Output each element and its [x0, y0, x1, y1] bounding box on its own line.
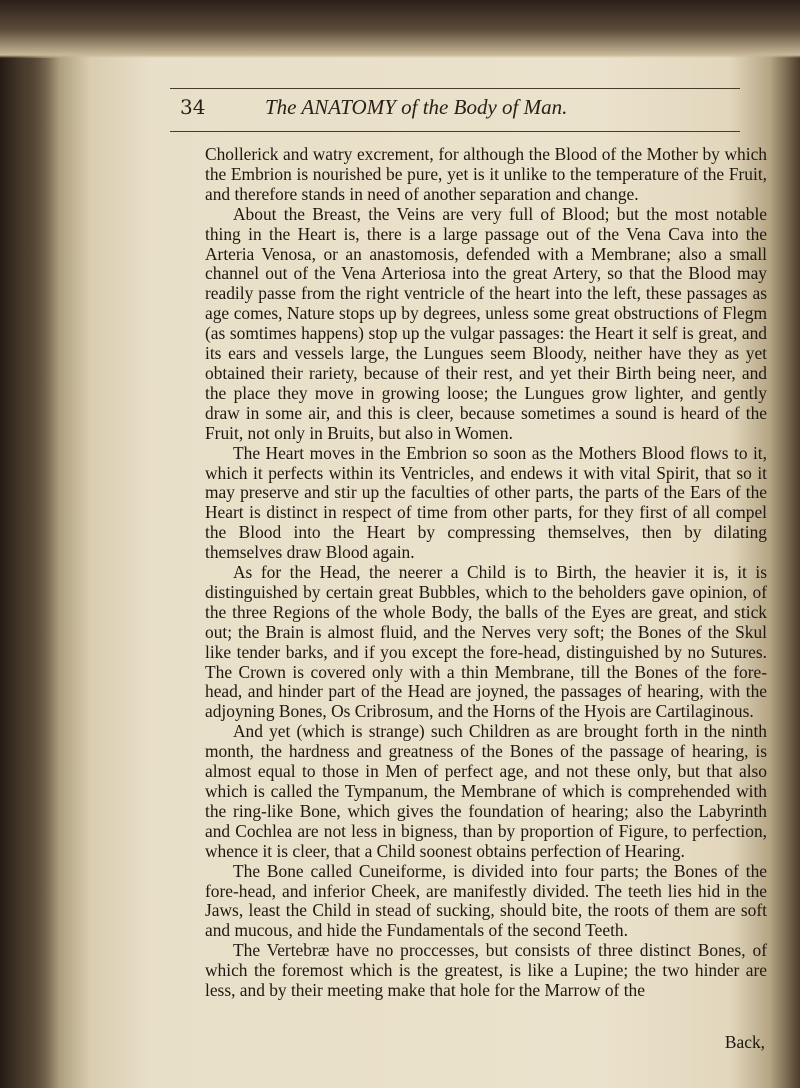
paragraph: The Vertebræ have no proccesses, but consists of three distinct Bones, of which the foremost which is the greatest, is like a Lupine; the two hinder are less, and by their meeting make that hole for the Marrow of the [205, 940, 767, 1001]
header-rule-bottom [170, 131, 740, 132]
page-number: 34 [180, 95, 206, 119]
header-rule-top [170, 88, 740, 89]
paragraph: About the Breast, the Veins are very full of Blood; but the most notable thing in the Heart is, there is a large passage out of the Vena Cava into the Arteria Venosa, or an anastomosis, defended with a Membrane; also a small channel out of the Vena Arteriosa into the great Artery, so that the Blood may readily passe from the right ventricle of the heart into the left, these passages as age comes, Nature stops up by degrees, unless some great obstructions of Flegm (as somtimes happens) stop up the vulgar passages: the Heart it self is great, and its ears and vessels large, the Lungues seem Bloody, neither have they as yet obtained their rariety, because of their rest, and yet their Birth being neer, and the place they move in growing loose; the Lungues grow lighter, and gently draw in some air, and this is cleer, because sometimes a sound is heard of the Fruit, not only in Bruits, but also in Women. [205, 203, 767, 443]
catchword: Back, [724, 1032, 765, 1052]
body-text [205, 145, 767, 1001]
paragraph: The Heart moves in the Embrion so soon as the Mothers Blood flows to it, which it perfects within its Ventricles, and endews it with vital Spirit, that so it may preserve and stir up the faculties of other parts, the parts of the Ears of the Heart is distinct in respect of time from other parts, for they first of all compel the Blood into the Heart by compressing themselves, then by dilating themselves draw Blood again. [205, 442, 767, 563]
page-header [180, 95, 740, 127]
paragraph: As for the Head, the neerer a Child is to Birth, the heavier it is, it is distinguished by certain great Bubbles, which to the beholders gave opinion, of the three Regions of the whole Body, the balls of the Eyes are great, and stick out; the Brain is almost fluid, and the Nerves very soft; the Bones of the Skul like tender barks, and if you except the fore-head, distinguished by no Sutures. The Crown is covered only with a thin Membrane, till the Bones of the fore-head, and hinder part of the Head are joyned, the passages of hearing, with the adjoyning Bones, Os Cribrosum, and the Horns of the Hyois are Cartilaginous. [205, 562, 767, 722]
paragraph: The Bone called Cuneiforme, is divided into four parts; the Bones of the fore-head, and inferior Cheek, are manifestly divided. The teeth lies hid in the Jaws, least the Child in stead of sucking, should bite, the roots of them are soft and mucous, and hide the Fundamentals of the second Teeth. [205, 860, 767, 941]
binding-shadow [0, 58, 60, 1088]
paragraph: And yet (which is strange) such Children as are brought forth in the ninth month, the hardness and greatness of the Bones of the passage of hearing, is almost equal to those in Men of perfect age, and not these only, but that also which is called the Tympanum, the Membrane of which is comprehended with the ring-like Bone, which gives the foundation of hearing; also the Labyrinth and Cochlea are not less in bigness, than by proportion of Figure, to perfection, whence it is cleer, that a Child soonest obtains perfection of Hearing. [205, 721, 767, 861]
page-top-edge [0, 0, 800, 58]
paragraph: Chollerick and watry excrement, for although the Blood of the Mother by which the Embrion is nourished be pure, yet is it unlike to the temperature of the Fruit, and therefore stands in need of another separation and change. [205, 144, 767, 204]
running-head: The ANATOMY of the Body of Man. [265, 95, 568, 119]
